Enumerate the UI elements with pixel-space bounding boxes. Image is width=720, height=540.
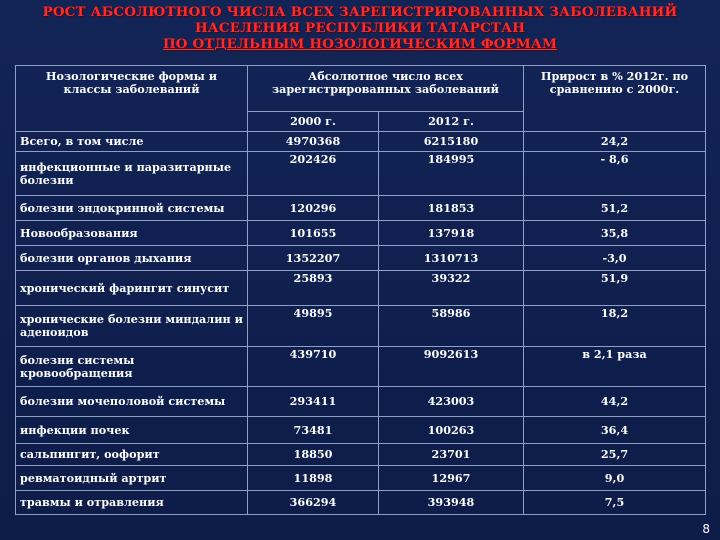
slide-title (0, 4, 720, 52)
disease-table (15, 65, 706, 515)
header-row (16, 66, 706, 112)
value-2012: 1310713 (379, 246, 524, 271)
value-2000: 4970368 (248, 132, 379, 152)
header-nosology: Нозологические формы и классы заболеваний (16, 66, 248, 132)
value-2000: 366294 (248, 491, 379, 515)
growth-value: 51,9 (524, 271, 706, 306)
value-2000: 439710 (248, 347, 379, 387)
value-2012: 39322 (379, 271, 524, 306)
value-2000: 11898 (248, 466, 379, 491)
value-2012: 181853 (379, 196, 524, 221)
growth-value: 44,2 (524, 387, 706, 417)
growth-value: -3,0 (524, 246, 706, 271)
growth-value: 25,7 (524, 444, 706, 466)
growth-value: 18,2 (524, 306, 706, 347)
table-row (16, 152, 706, 196)
value-2012: 9092613 (379, 347, 524, 387)
row-name: болезни органов дыхания (16, 246, 248, 271)
value-2012: 137918 (379, 221, 524, 246)
growth-value: - 8,6 (524, 152, 706, 196)
row-name: болезни мочеполовой системы (16, 387, 248, 417)
header-growth: Прирост в % 2012г. по сравнению с 2000г. (524, 66, 706, 132)
growth-value: 7,5 (524, 491, 706, 515)
value-2000: 202426 (248, 152, 379, 196)
value-2012: 23701 (379, 444, 524, 466)
table-row (16, 221, 706, 246)
growth-value: 36,4 (524, 417, 706, 444)
value-2000: 293411 (248, 387, 379, 417)
table-row (16, 387, 706, 417)
value-2012: 6215180 (379, 132, 524, 152)
table-row (16, 347, 706, 387)
row-name: болезни эндокринной системы (16, 196, 248, 221)
table-row (16, 466, 706, 491)
table-row (16, 491, 706, 515)
value-2000: 1352207 (248, 246, 379, 271)
growth-value: в 2,1 раза (524, 347, 706, 387)
value-2012: 184995 (379, 152, 524, 196)
growth-value: 24,2 (524, 132, 706, 152)
page-number: 8 (702, 522, 710, 536)
table-row (16, 271, 706, 306)
header-absolute-count: Абсолютное число всех зарегистрированных заболеваний (248, 66, 524, 112)
table-row (16, 444, 706, 466)
value-2000: 18850 (248, 444, 379, 466)
title-line-2: НАСЕЛЕНИЯ РЕСПУБЛИКИ ТАТАРСТАН (194, 20, 526, 36)
row-name: ревматоидный артрит (16, 466, 248, 491)
value-2012: 393948 (379, 491, 524, 515)
row-name: хронические болезни миндалин и аденоидов (16, 306, 248, 347)
value-2000: 120296 (248, 196, 379, 221)
title-line-1: РОСТ АБСОЛЮТНОГО ЧИСЛА ВСЕХ ЗАРЕГИСТРИРОВАННЫХ ЗАБОЛЕВАНИЙ (42, 4, 678, 20)
table-row (16, 246, 706, 271)
value-2012: 12967 (379, 466, 524, 491)
growth-value: 51,2 (524, 196, 706, 221)
row-name: травмы и отравления (16, 491, 248, 515)
row-name: Всего, в том числе (16, 132, 248, 152)
value-2012: 423003 (379, 387, 524, 417)
table-row (16, 196, 706, 221)
header-year-2000: 2000 г. (248, 112, 379, 132)
table-row (16, 132, 706, 152)
growth-value: 35,8 (524, 221, 706, 246)
row-name: инфекции почек (16, 417, 248, 444)
growth-value: 9,0 (524, 466, 706, 491)
value-2012: 100263 (379, 417, 524, 444)
value-2000: 73481 (248, 417, 379, 444)
table-row (16, 306, 706, 347)
row-name: сальпингит, оофорит (16, 444, 248, 466)
title-line-3: ПО ОТДЕЛЬНЫМ НОЗОЛОГИЧЕСКИМ ФОРМАМ (162, 36, 558, 52)
row-name: хронический фарингит синусит (16, 271, 248, 306)
value-2012: 58986 (379, 306, 524, 347)
table-row (16, 417, 706, 444)
row-name: инфекционные и паразитарные болезни (16, 152, 248, 196)
value-2000: 101655 (248, 221, 379, 246)
value-2000: 25893 (248, 271, 379, 306)
row-name: Новообразования (16, 221, 248, 246)
value-2000: 49895 (248, 306, 379, 347)
table-body (16, 132, 706, 515)
header-year-2012: 2012 г. (379, 112, 524, 132)
row-name: болезни системы кровообращения (16, 347, 248, 387)
